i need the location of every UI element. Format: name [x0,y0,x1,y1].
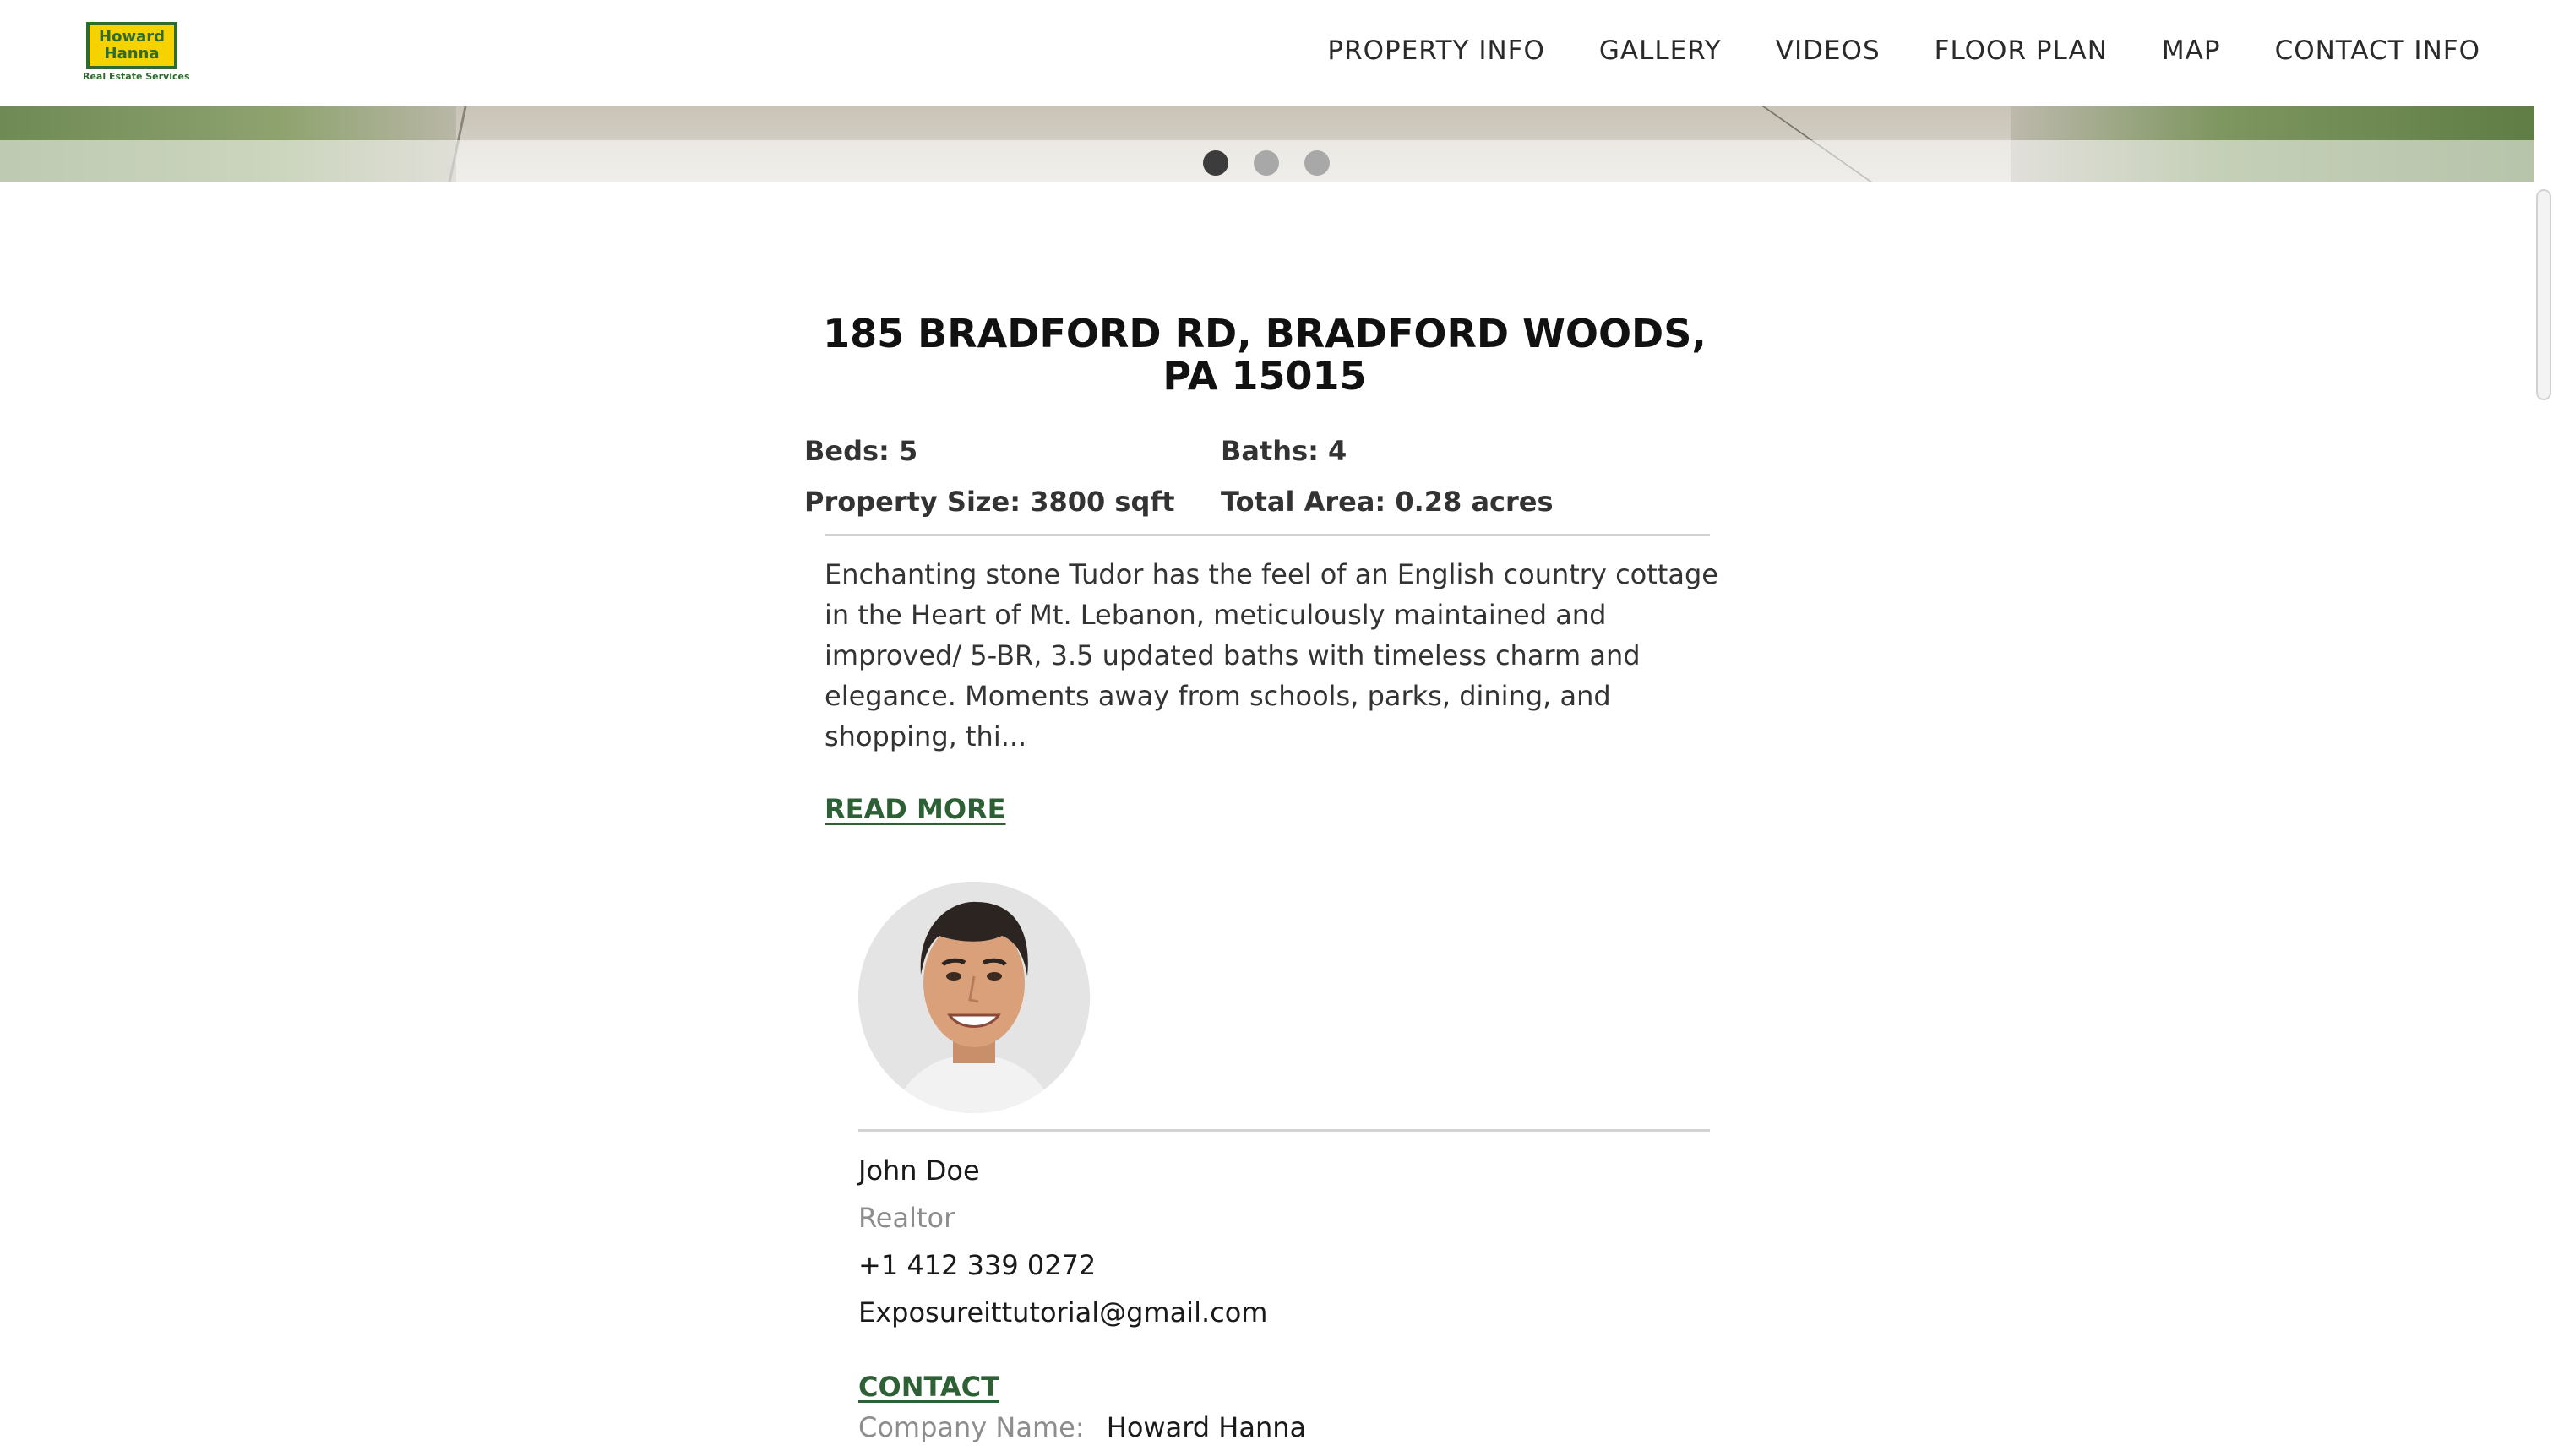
property-description: Enchanting stone Tudor has the feel of an English country cottage in the Heart of Mt. Lebanon, meticulously maintained and improved/ 5-BR, 3.5 updated baths with timeless charm and elegance. Moments away from schools, parks, dining, and shopping, thi... [825,558,1718,752]
agent-photo [858,882,1090,1113]
carousel-dots [1203,150,1330,176]
site-header [0,0,2534,106]
agent-divider [858,1129,1710,1132]
logo-badge [86,22,177,69]
scrollbar-thumb[interactable] [2536,189,2551,400]
carousel-dot-2[interactable] [1254,150,1279,176]
agent-email[interactable]: Exposureittutorial@gmail.com [858,1296,1268,1328]
company-label: Company Name: [858,1411,1085,1443]
nav-floor-plan[interactable]: FLOOR PLAN [1934,35,2108,66]
baths-count: Baths: 4 [1221,435,1347,467]
read-more-link[interactable]: READ MORE [825,793,1006,825]
contact-link[interactable]: CONTACT [858,1371,999,1403]
facts-divider [825,534,1710,536]
agent-phone[interactable]: +1 412 339 0272 [858,1249,1097,1281]
total-area: Total Area: 0.28 acres [1221,486,1554,518]
logo-text-line1: Howard [99,28,165,46]
logo-text-line2: Hanna [104,45,160,62]
company-row [858,1410,1306,1444]
howard-hanna-logo[interactable] [83,22,190,83]
nav-contact-info[interactable]: CONTACT INFO [2274,35,2480,66]
agent-role: Realtor [858,1202,955,1234]
nav-gallery[interactable]: GALLERY [1598,35,1722,66]
beds-count: Beds: 5 [804,435,918,467]
nav-map[interactable]: MAP [2161,35,2221,66]
property-address-title: 185 BRADFORD RD, BRADFORD WOODS, PA 15015 [823,311,1707,399]
carousel-dot-1[interactable] [1203,150,1228,176]
agent-name: John Doe [858,1154,980,1187]
nav-videos[interactable]: VIDEOS [1775,35,1881,66]
nav-property-info[interactable]: PROPERTY INFO [1327,35,1545,66]
company-value: Howard Hanna [1106,1411,1307,1443]
agent-avatar [858,882,1090,1113]
property-size: Property Size: 3800 sqft [804,486,1175,518]
logo-tagline: Real Estate Services [83,71,190,82]
page-scrollbar[interactable] [2534,182,2553,1456]
carousel-dot-3[interactable] [1304,150,1330,176]
main-nav [1327,34,2480,68]
